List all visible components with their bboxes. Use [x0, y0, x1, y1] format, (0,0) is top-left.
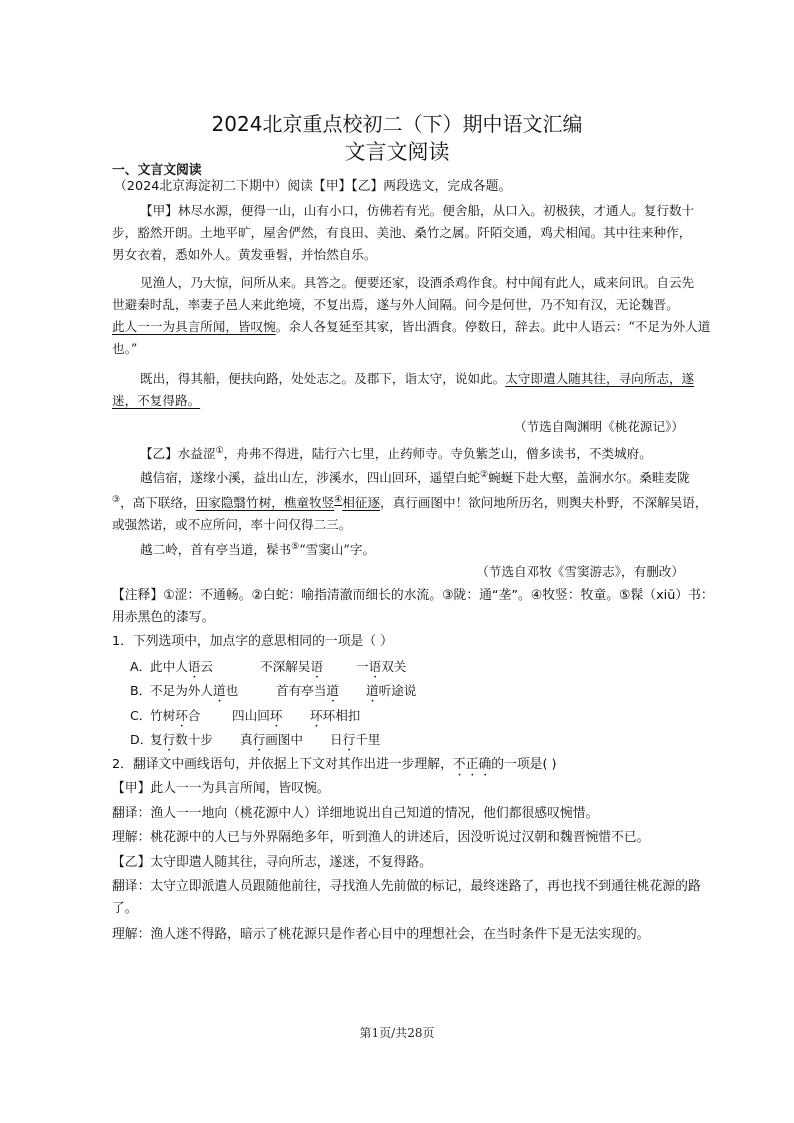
text-line — [140, 464, 712, 489]
option-item: 环环相扣 — [310, 708, 361, 723]
text-line — [112, 316, 712, 338]
option-item: 真行画图中 — [240, 732, 303, 747]
q2-yi-understanding: 理解：渔人迷不得路，暗示了桃花源只是作者心目中的理想社会，在当时条件下是无法实现的。 — [112, 927, 650, 942]
page-footer: 第1页/共28页 — [359, 1026, 435, 1040]
text-line: 用赤黑色的漆写。 — [112, 610, 215, 625]
document-subtitle: 文言文阅读 — [344, 140, 450, 164]
text-line: 翻译：太守立即派遣人员跟随他前往，寻找渔人先前做的标记，最终迷路了，再也找不到通往桃花源的路 — [112, 879, 701, 894]
text-segment: 越信宿，遂缘小溪，益出山左，涉溪水，四山回环，遥望白蛇 — [140, 470, 481, 486]
option-item: 四山回环 — [232, 708, 283, 723]
option-letter: B． — [130, 683, 152, 698]
option-item: 一语双关 — [356, 659, 407, 674]
q2-jia-translation: 翻译：渔人一一地向（桃花源中人）详细地说出自己知道的情况，他们都很感叹惋惜。 — [112, 806, 599, 821]
text-segment: “雪窦山”字。 — [299, 542, 376, 558]
underlined-segment: 田家隐翳竹树，樵童牧竖 — [195, 495, 335, 511]
text-line — [112, 489, 712, 514]
footnote-marker: ④ — [334, 495, 343, 506]
text-line: 【甲】林尽水源，便得一山，山有小口，仿佛若有光。便舍船，从口入。初极狭，才通人。复行数十 — [140, 203, 695, 218]
question-1-stem: 1．下列选项中，加点字的意思相同的一项是（ ） — [112, 634, 393, 649]
section-heading: 一、文言文阅读 — [112, 163, 202, 178]
text-segment: 既出，得其船，便扶向路，处处志之。及郡下，诣太守，说如此。 — [140, 371, 506, 386]
option-letter: D． — [130, 732, 153, 747]
text-line: 步，豁然开朗。土地平旷，屋舍俨然，有良田、美池、桑竹之属。阡陌交通，鸡犬相闻。其中往来种作， — [112, 225, 692, 240]
option-item: 此中人语云 — [150, 659, 213, 674]
option-item: 不深解吴语 — [260, 659, 323, 674]
question-2-stem — [112, 754, 684, 779]
passage-yi-p3 — [112, 536, 712, 561]
emphasized-word: 不正确 — [452, 757, 492, 772]
document-title: 2024北京重点校初二（下）期中语文汇编 — [211, 112, 583, 136]
text-segment: ，真行画图中！欲问地所历名，则舆夫朴野，不深解吴语， — [380, 495, 708, 511]
q1-option-a[interactable] — [130, 656, 406, 681]
text-line: 【注释】①涩：不通畅。②白蛇：喻指清澈而细长的水流。③陇：通“垄”。④牧竖：牧童。⑤髹（xiū）书： — [112, 588, 714, 603]
underlined-sentence-jia: 此人一一为具言所闻，皆叹惋 — [112, 319, 276, 334]
text-segment: 【乙】水益涩 — [140, 446, 216, 462]
passage-jia-p3 — [112, 368, 712, 412]
passage-jia-p1 — [112, 200, 712, 266]
text-line — [140, 368, 712, 390]
text-segment: ，舟弗不得进，陆行六七里，止药师寺。寺负紫芝山，僧多读书，不类城府。 — [223, 446, 652, 462]
q1-option-d[interactable] — [130, 729, 380, 754]
text-line: 世避秦时乱，率妻子邑人来此绝境，不复出焉，遂与外人间隔。问今是何世，乃不知有汉，无论魏晋。 — [112, 297, 679, 312]
footnote-marker: ① — [215, 446, 224, 456]
text-line: 男女衣着，悉如外人。黄发垂髫，并怡然自乐。 — [112, 247, 377, 262]
option-item: 道听途说 — [366, 683, 417, 698]
source-jia: （节选自陶渊明《桃花源记》） — [513, 419, 684, 434]
underlined-sentence-yi-target: 太守即遣人随其往，寻向所志，遂 — [505, 371, 695, 386]
option-item: 复行数十步 — [150, 732, 213, 747]
text-segment: ，高下联络， — [120, 495, 196, 511]
passage-yi-p1 — [112, 440, 712, 465]
q2-jia-sentence: 【甲】此人一一为具言所闻，皆叹惋。 — [112, 781, 330, 796]
option-item: 日行千里 — [330, 732, 381, 747]
option-letter: A． — [130, 659, 152, 674]
text-line: 迷，不复得路。 — [112, 393, 201, 408]
underlined-segment: 相征逐 — [342, 495, 381, 511]
text-line: 也。” — [112, 341, 138, 356]
passage-yi-p2 — [112, 464, 712, 536]
text-segment: 的一项是( ) — [491, 757, 557, 772]
source-yi: （节选自邓牧《雪窦游志》，有删改） — [476, 564, 684, 579]
text-segment: 蜿蜒下赴大壑，盖涧水尔。桑畦麦陇 — [488, 470, 690, 486]
text-line: 或强然诺，或不应所问，率十问仅得二三。 — [112, 517, 352, 533]
text-segment: 2．翻译文中画线语句，并依据上下文对其作出进一步理解， — [112, 757, 453, 772]
footnote-marker: ③ — [112, 495, 121, 506]
option-item: 首有亭当道 — [276, 683, 339, 698]
footnote-marker: ② — [480, 470, 489, 480]
text-line: 了。 — [112, 901, 138, 916]
option-item: 竹树环合 — [150, 708, 201, 723]
passage-jia-p2 — [112, 272, 712, 360]
q2-jia-understanding: 理解：桃花源中的人已与外界隔绝多年，听到渔人的讲述后，因没听说过汉朝和魏晋惋惜不已。 — [112, 830, 650, 845]
text-line: 见渔人，乃大惊，问所从来。具答之。便要还家，设酒杀鸡作食。村中闻有此人，咸来问讯。自云先 — [140, 275, 695, 290]
q2-yi-translation — [112, 876, 701, 920]
text-segment: 越二岭，首有亭当道，髹书 — [140, 542, 292, 558]
q1-option-c[interactable] — [130, 705, 360, 730]
intro-line: （2024北京海淀初二下期中）阅读【甲】【乙】两段选文，完成各题。 — [114, 179, 512, 194]
option-item: 不足为外人道也 — [150, 683, 239, 698]
text-segment: 。余人各复延至其家，皆出酒食。停数日，辞去。此中人语云：“不足为外人道 — [275, 319, 711, 334]
annotations — [112, 585, 714, 629]
footnote-marker: ⑤ — [291, 542, 300, 552]
option-letter: C． — [130, 708, 152, 723]
q2-yi-sentence: 【乙】太守即遣人随其往，寻向所志，遂迷，不复得路。 — [112, 855, 432, 870]
q1-option-b[interactable] — [130, 680, 416, 705]
